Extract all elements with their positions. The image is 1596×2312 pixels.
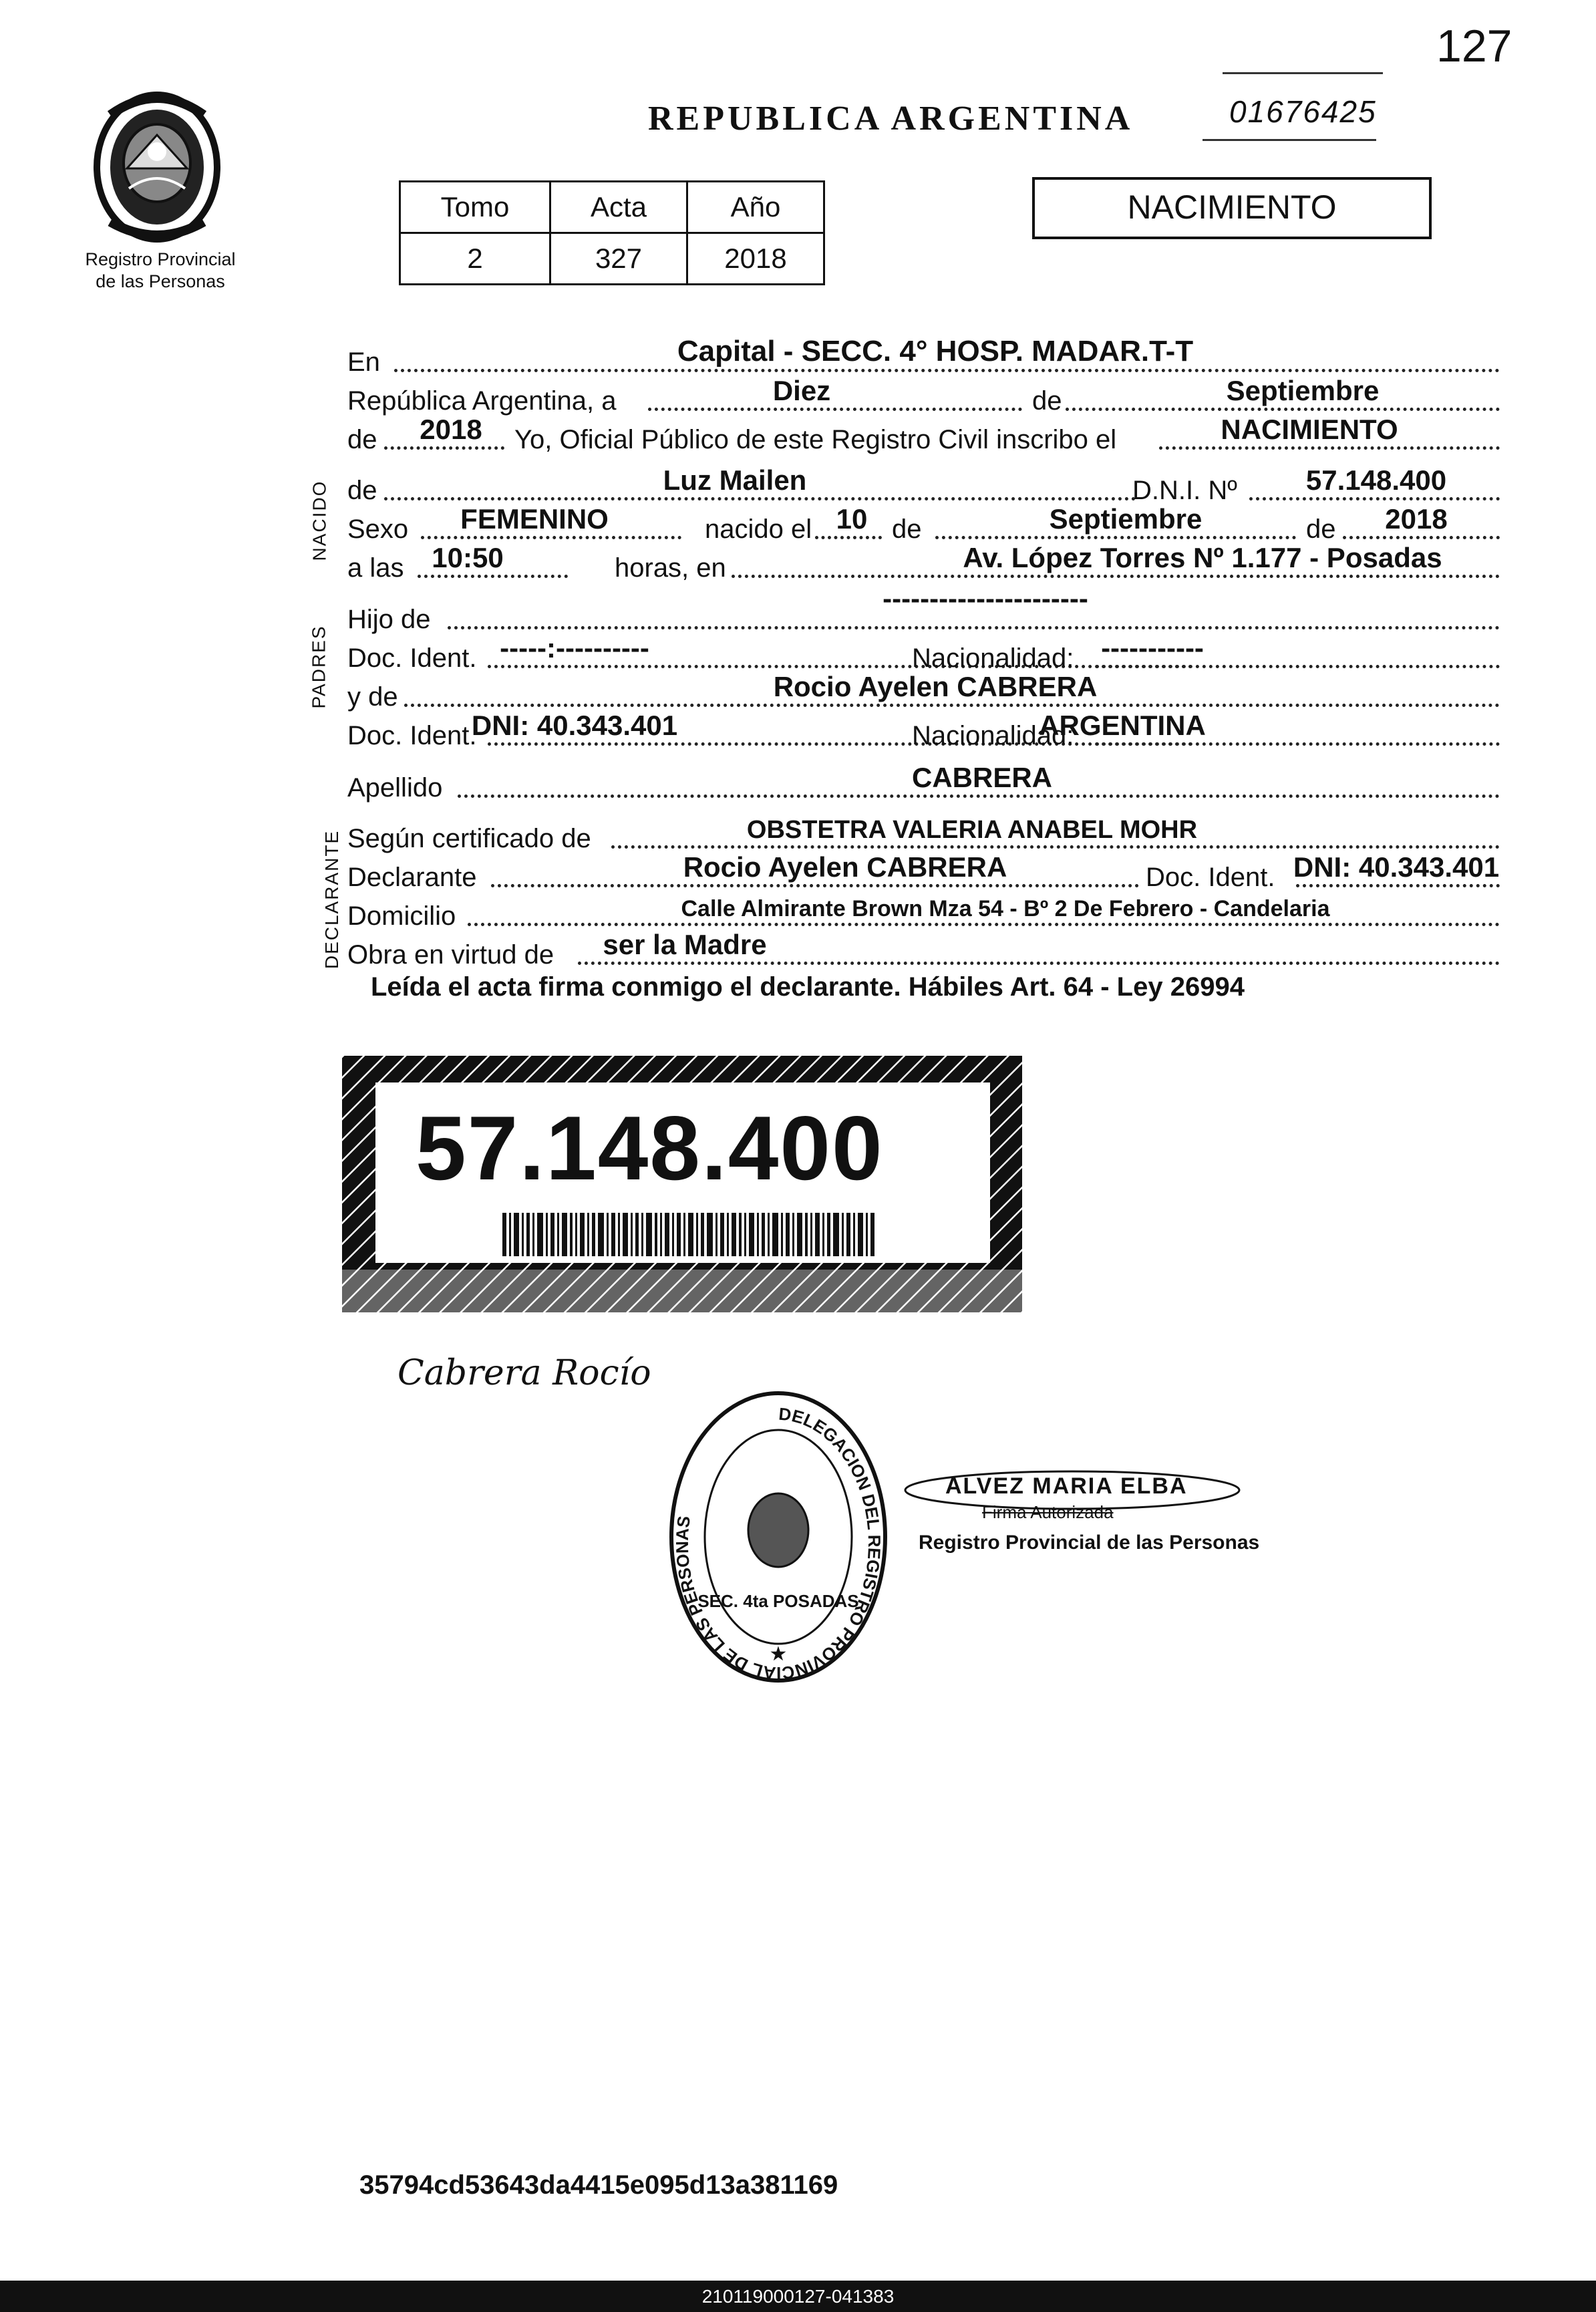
acta-header: Acta <box>550 182 687 233</box>
side-label-padres: PADRES <box>308 625 329 709</box>
form-row-hijo-de: Hijo de ---------------------- <box>347 595 1500 635</box>
hora-value: 10:50 <box>432 542 504 573</box>
tomo-value: 2 <box>400 233 550 285</box>
serial-underline <box>1203 139 1376 141</box>
dni-box-number: 57.148.400 <box>416 1097 884 1199</box>
side-label-nacido: NACIDO <box>309 480 330 561</box>
official-registry-label: Registro Provincial de las Personas <box>919 1532 1260 1554</box>
form-row-obra: Obra en virtud de ser la Madre <box>347 930 1500 970</box>
leida-statement: Leída el acta firma conmigo el declarante. Hábiles Art. 64 - Ley 26994 <box>371 972 1245 1002</box>
form-row-y-de: y de Rocio Ayelen CABRERA <box>347 672 1500 712</box>
nacionalidad-madre-value: ARGENTINA <box>1039 710 1206 741</box>
barcode <box>502 1213 876 1256</box>
form-row-anio: de 2018 Yo, Oficial Público de este Registro Civil inscribo el NACIMIENTO <box>347 415 1500 455</box>
form-row-doc-madre: Doc. Ident. DNI: 40.343.401 Nacionalidad: ARGENTINA <box>347 711 1500 751</box>
doc-padre-value: -----:---------- <box>500 632 649 664</box>
reference-table <box>399 180 825 285</box>
form-row-certificado: Según certificado de OBSTETRA VALERIA ANABEL MOHR <box>347 814 1500 854</box>
footer-code: 210119000127-041383 <box>0 2281 1596 2312</box>
registry-caption: Registro Provincial de las Personas <box>85 249 236 291</box>
form-row-domicilio: Domicilio Calle Almirante Brown Mza 54 - Bº 2 De Febrero - Candelaria <box>347 891 1500 931</box>
inscribe-value: NACIMIENTO <box>1221 414 1398 445</box>
firma-autorizada-label: Firma Autorizada <box>982 1502 1114 1522</box>
form-row-apellido: Apellido CABRERA <box>347 763 1500 803</box>
side-label-declarante: DECLARANTE <box>321 829 343 970</box>
serial-number: 01676425 <box>1229 94 1377 129</box>
tomo-header: Tomo <box>400 182 550 233</box>
serial-overline <box>1223 72 1383 74</box>
madre-value: Rocio Ayelen CABRERA <box>773 671 1098 702</box>
doc-madre-value: DNI: 40.343.401 <box>471 710 678 741</box>
dni-security-box <box>342 1056 1022 1312</box>
form-row-sexo: Sexo FEMENINO nacido el 10 de Septiembre de 2018 <box>347 504 1500 545</box>
obra-value: ser la Madre <box>603 929 767 960</box>
dia-value: Diez <box>772 375 831 406</box>
lugar-nacimiento-value: Av. López Torres Nº 1.177 - Posadas <box>963 542 1442 573</box>
anio-value: 2018 <box>687 233 824 285</box>
form-row-en: En Capital - SECC. 4° HOSP. MADAR.T-T <box>347 337 1500 378</box>
doc-declarante-value: DNI: 40.343.401 <box>1293 851 1500 883</box>
dni-value: 57.148.400 <box>1305 464 1447 496</box>
misiones-seal-logo <box>90 88 224 245</box>
dia-nacimiento-value: 10 <box>836 503 868 535</box>
padre-value: ---------------------- <box>883 583 1088 614</box>
svg-text:DELEGACION DEL REGISTRO PROVIN: DELEGACION DEL REGISTRO PROVINCIAL DE LAS PERSONAS <box>671 1403 885 1684</box>
apellido-value: CABRERA <box>912 762 1052 793</box>
certificado-value: OBSTETRA VALERIA ANABEL MOHR <box>746 816 1198 844</box>
nacionalidad-padre-value: ----------- <box>1101 632 1204 664</box>
form-row-declarante: Declarante Rocio Ayelen CABRERA Doc. Ident. DNI: 40.343.401 <box>347 851 1500 892</box>
stamp-inner-text: SEC. 4ta POSADAS <box>697 1591 859 1611</box>
dni-box-panel <box>375 1082 990 1263</box>
nombre-value: Luz Mailen <box>663 464 807 496</box>
form-row-doc-padre: Doc. Ident. -----:---------- Nacionalidad: ----------- <box>347 633 1500 674</box>
anio-inscripcion-value: 2018 <box>420 414 482 445</box>
page-title: REPUBLICA ARGENTINA <box>648 100 1134 138</box>
mes-nacimiento-value: Septiembre <box>1049 503 1203 535</box>
form-row-republica: República Argentina, a Diez de Septiembre <box>347 376 1500 416</box>
domicilio-value: Calle Almirante Brown Mza 54 - Bº 2 De Febrero - Candelaria <box>681 896 1330 921</box>
document-type-box: NACIMIENTO <box>1032 177 1432 239</box>
mes-value: Septiembre <box>1226 375 1380 406</box>
form-row-hora: a las 10:50 horas, en Av. López Torres Nº 1.177 - Posadas <box>347 543 1500 583</box>
anio-header: Año <box>687 182 824 233</box>
official-name: ALVEZ MARIA ELBA <box>945 1473 1188 1499</box>
acta-value: 327 <box>550 233 687 285</box>
lugar-value: Capital - SECC. 4° HOSP. MADAR.T-T <box>677 335 1194 368</box>
registry-round-stamp <box>665 1380 892 1687</box>
form-row-nombre: de Luz Mailen D.N.I. Nº 57.148.400 <box>347 466 1500 506</box>
document-hash: 35794cd53643da4415e095d13a381169 <box>359 2170 838 2200</box>
declarante-signature: Cabrera Rocío <box>397 1353 651 1393</box>
declarante-value: Rocio Ayelen CABRERA <box>683 851 1007 883</box>
svg-text:★: ★ <box>769 1643 788 1665</box>
page-number: 127 <box>1436 21 1512 71</box>
anio-nacimiento-value: 2018 <box>1385 503 1448 535</box>
sexo-value: FEMENINO <box>460 503 609 535</box>
